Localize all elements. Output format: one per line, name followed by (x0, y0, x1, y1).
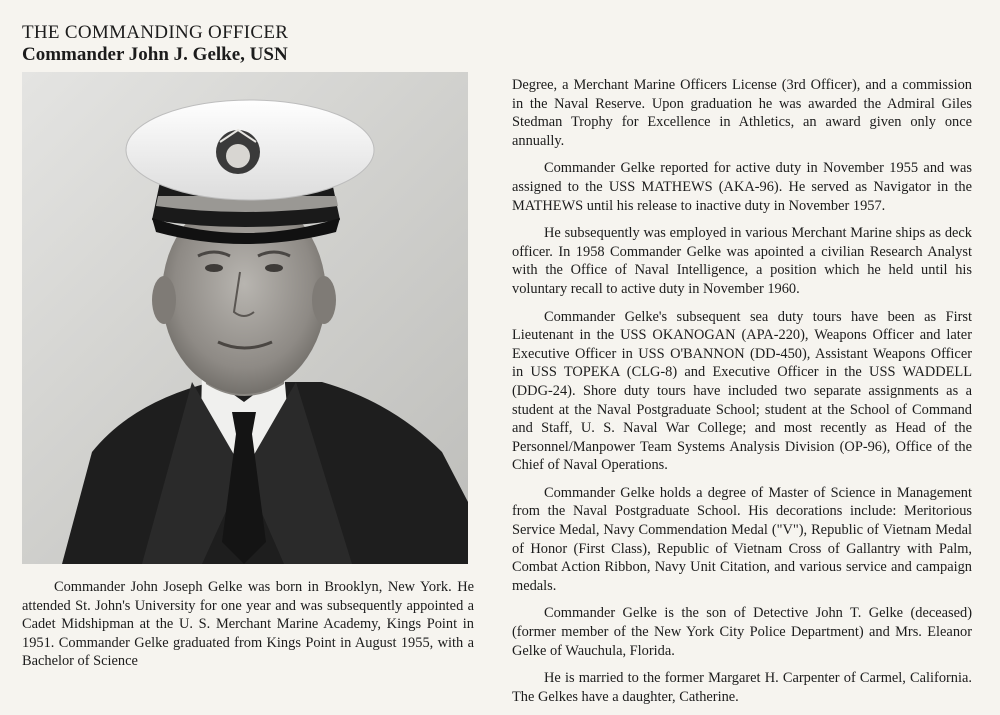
paragraph-parents: Commander Gelke is the son of Detective John T. Gelke (deceased) (former member of the New York City Police Department) and Mrs. Eleanor Gelke of Wauchula, Florida. (512, 605, 972, 659)
paragraph-decorations: Commander Gelke holds a degree of Master of Science in Management from the Naval Postgraduate School. His decorations include: Meritorious Service Medal, Navy Commendation Medal ("V"), Republic of Vietnam Medal of Honor (First Class), Republic of Vietnam Cross of Gallantry with Palm, Combat Action Ribbon, Navy Unit Citation, and various service and campaign medals. (512, 484, 972, 594)
paragraph-merchant-marine: He subsequently was employed in various Merchant Marine ships as deck officer. In 1958 Commander Gelke was apointed a civilian Research Analyst with the Office of Naval Intelligence, a position which he held until his voluntary recall to active duty in November 1960. (512, 225, 972, 297)
paragraph-family: He is married to the former Margaret H. Carpenter of Carmel, California. The Gelkes have a daughter, Catherine. (512, 670, 972, 705)
paragraph-duty-tours: Commander Gelke's subsequent sea duty tours have been as First Lieutenant in the USS OKANOGAN (APA-220), Weapons Officer and later Executive Officer in USS O'BANNON (DD-450), Assistant Weapons Officer in USS TOPEKA (CLG-8) and Executive Officer in the USS WADDELL (DDG-24). Shore duty tours have included two separate assignments as a student at the Naval Postgraduate School; student at the School of Command and Staff, U. S. Naval War College; and most recently as Head of the Personnel/Manpower Team Systems Analysis Division (OP-96), Office of the Chief of Naval Operations. (512, 308, 972, 474)
paragraph-active-duty: Commander Gelke reported for active duty in November 1955 and was assigned to the USS MATHEWS (AKA-96). He served as Navigator in the MATHEWS until his release to inactive duty in November 1957. (512, 160, 972, 214)
paragraph-birth-education: Commander John Joseph Gelke was born in Brooklyn, New York. He attended St. John's University for one year and was subsequently appointed a Cadet Midshipman at the U. S. Merchant Marine Academy, Kings Point in 1951. Commander Gelke graduated from Kings Point in August 1955, with a Bachelor of Science (22, 579, 474, 670)
biography-left-column (22, 578, 474, 671)
biography-right-column (512, 76, 972, 715)
page-subtitle: Commander John J. Gelke, USN (22, 44, 288, 65)
paragraph-degree-continuation: Degree, a Merchant Marine Officers License (3rd Officer), and a commission in the Naval Reserve. Upon graduation he was awarded the Admiral Giles Stedman Trophy for Excellence in Athletics, an award given only once annually. (512, 77, 972, 149)
page-title: THE COMMANDING OFFICER (22, 22, 289, 43)
officer-portrait-photo (22, 72, 468, 564)
